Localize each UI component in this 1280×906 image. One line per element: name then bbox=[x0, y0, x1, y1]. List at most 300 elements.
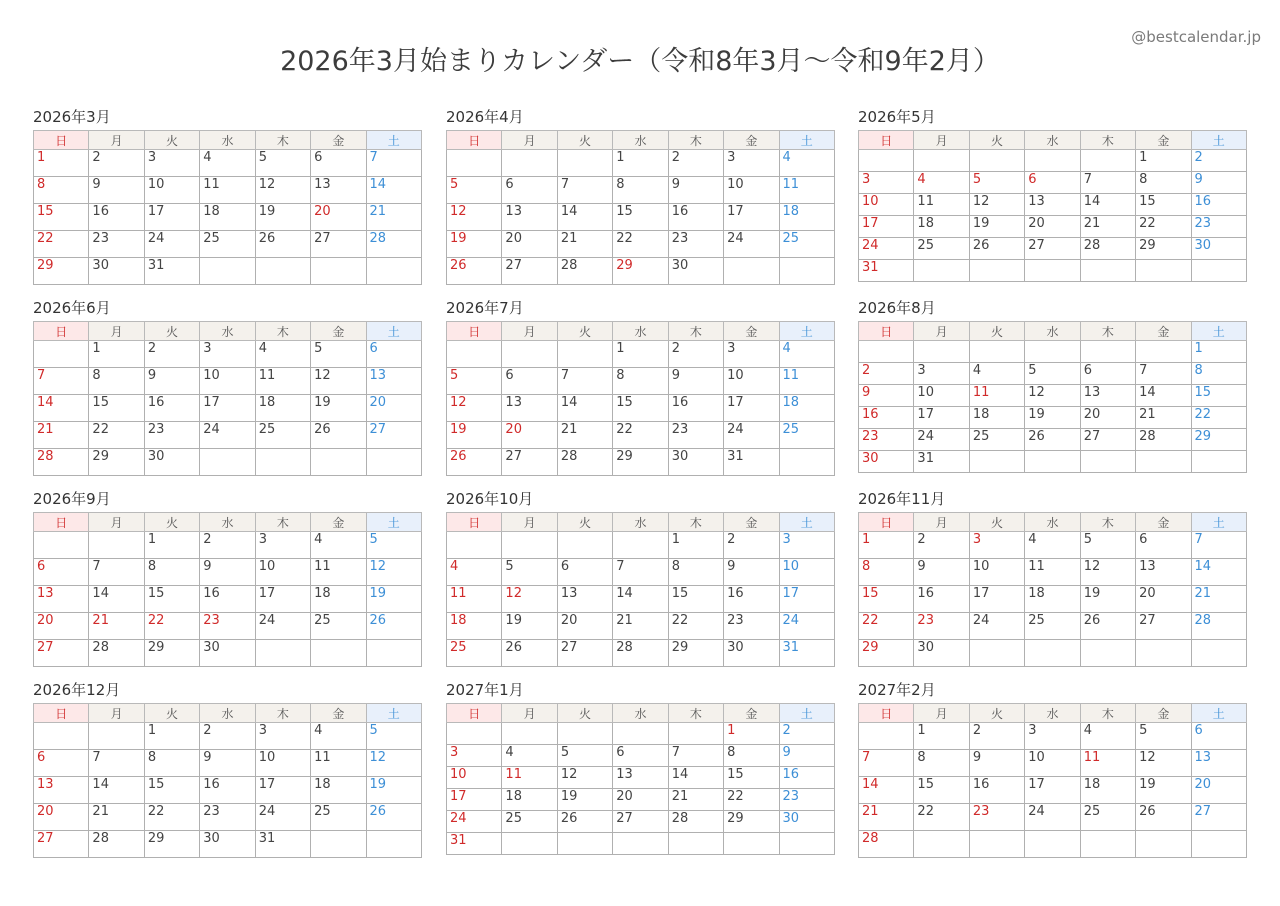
day-cell[interactable]: 30 bbox=[724, 640, 779, 667]
day-cell[interactable]: 23 bbox=[779, 789, 834, 811]
day-cell[interactable]: 5 bbox=[1025, 363, 1080, 385]
day-cell[interactable]: 10 bbox=[969, 559, 1024, 586]
day-cell[interactable]: 1 bbox=[613, 150, 668, 177]
day-cell[interactable]: 7 bbox=[668, 745, 723, 767]
day-cell[interactable]: 3 bbox=[1025, 723, 1080, 750]
day-cell[interactable]: 17 bbox=[779, 586, 834, 613]
day-cell[interactable]: 21 bbox=[1136, 407, 1191, 429]
day-cell[interactable]: 25 bbox=[200, 231, 255, 258]
day-cell[interactable]: 23 bbox=[668, 231, 723, 258]
day-cell[interactable]: 14 bbox=[1191, 559, 1246, 586]
day-cell[interactable]: 7 bbox=[557, 177, 612, 204]
day-cell[interactable]: 20 bbox=[1136, 586, 1191, 613]
day-cell[interactable]: 20 bbox=[366, 395, 421, 422]
day-cell[interactable]: 15 bbox=[89, 395, 144, 422]
day-cell[interactable]: 3 bbox=[969, 532, 1024, 559]
day-cell[interactable]: 20 bbox=[1191, 777, 1246, 804]
day-cell[interactable]: 5 bbox=[311, 341, 366, 368]
day-cell[interactable]: 8 bbox=[613, 177, 668, 204]
day-cell[interactable]: 6 bbox=[311, 150, 366, 177]
day-cell[interactable]: 14 bbox=[1080, 194, 1135, 216]
day-cell[interactable]: 3 bbox=[859, 172, 914, 194]
day-cell[interactable]: 21 bbox=[89, 613, 144, 640]
day-cell[interactable]: 16 bbox=[969, 777, 1024, 804]
day-cell[interactable]: 20 bbox=[502, 231, 557, 258]
day-cell[interactable]: 8 bbox=[859, 559, 914, 586]
day-cell[interactable]: 28 bbox=[668, 811, 723, 833]
day-cell[interactable]: 13 bbox=[34, 777, 89, 804]
day-cell[interactable]: 14 bbox=[557, 395, 612, 422]
day-cell[interactable]: 25 bbox=[502, 811, 557, 833]
day-cell[interactable]: 11 bbox=[779, 177, 834, 204]
day-cell[interactable]: 17 bbox=[200, 395, 255, 422]
day-cell[interactable]: 19 bbox=[1025, 407, 1080, 429]
day-cell[interactable]: 17 bbox=[255, 586, 310, 613]
day-cell[interactable]: 6 bbox=[502, 368, 557, 395]
day-cell[interactable]: 17 bbox=[144, 204, 199, 231]
day-cell[interactable]: 24 bbox=[969, 613, 1024, 640]
day-cell[interactable]: 16 bbox=[668, 395, 723, 422]
day-cell[interactable]: 18 bbox=[1025, 586, 1080, 613]
day-cell[interactable]: 9 bbox=[89, 177, 144, 204]
day-cell[interactable]: 29 bbox=[1191, 429, 1246, 451]
day-cell[interactable]: 13 bbox=[1080, 385, 1135, 407]
day-cell[interactable]: 14 bbox=[34, 395, 89, 422]
day-cell[interactable]: 23 bbox=[969, 804, 1024, 831]
day-cell[interactable]: 11 bbox=[1025, 559, 1080, 586]
day-cell[interactable]: 6 bbox=[1025, 172, 1080, 194]
day-cell[interactable]: 8 bbox=[613, 368, 668, 395]
day-cell[interactable]: 3 bbox=[200, 341, 255, 368]
day-cell[interactable]: 16 bbox=[89, 204, 144, 231]
day-cell[interactable]: 24 bbox=[779, 613, 834, 640]
day-cell[interactable]: 6 bbox=[1136, 532, 1191, 559]
day-cell[interactable]: 28 bbox=[89, 640, 144, 667]
day-cell[interactable]: 12 bbox=[447, 204, 502, 231]
day-cell[interactable]: 4 bbox=[1080, 723, 1135, 750]
day-cell[interactable]: 7 bbox=[1080, 172, 1135, 194]
day-cell[interactable]: 27 bbox=[613, 811, 668, 833]
day-cell[interactable]: 27 bbox=[34, 831, 89, 858]
day-cell[interactable]: 10 bbox=[724, 177, 779, 204]
day-cell[interactable]: 10 bbox=[200, 368, 255, 395]
day-cell[interactable]: 2 bbox=[200, 532, 255, 559]
day-cell[interactable]: 29 bbox=[144, 640, 199, 667]
day-cell[interactable]: 13 bbox=[502, 204, 557, 231]
day-cell[interactable]: 29 bbox=[34, 258, 89, 285]
day-cell[interactable]: 5 bbox=[557, 745, 612, 767]
day-cell[interactable]: 12 bbox=[557, 767, 612, 789]
day-cell[interactable]: 9 bbox=[779, 745, 834, 767]
day-cell[interactable]: 13 bbox=[1025, 194, 1080, 216]
day-cell[interactable]: 16 bbox=[724, 586, 779, 613]
day-cell[interactable]: 10 bbox=[447, 767, 502, 789]
day-cell[interactable]: 15 bbox=[144, 586, 199, 613]
day-cell[interactable]: 26 bbox=[366, 804, 421, 831]
day-cell[interactable]: 11 bbox=[914, 194, 969, 216]
day-cell[interactable]: 4 bbox=[447, 559, 502, 586]
day-cell[interactable]: 12 bbox=[366, 559, 421, 586]
day-cell[interactable]: 6 bbox=[1191, 723, 1246, 750]
day-cell[interactable]: 9 bbox=[144, 368, 199, 395]
day-cell[interactable]: 21 bbox=[366, 204, 421, 231]
day-cell[interactable]: 23 bbox=[200, 804, 255, 831]
day-cell[interactable]: 18 bbox=[779, 204, 834, 231]
day-cell[interactable]: 25 bbox=[1025, 613, 1080, 640]
day-cell[interactable]: 21 bbox=[557, 231, 612, 258]
day-cell[interactable]: 13 bbox=[557, 586, 612, 613]
day-cell[interactable]: 16 bbox=[200, 586, 255, 613]
day-cell[interactable]: 19 bbox=[557, 789, 612, 811]
day-cell[interactable]: 16 bbox=[779, 767, 834, 789]
day-cell[interactable]: 22 bbox=[724, 789, 779, 811]
day-cell[interactable]: 18 bbox=[914, 216, 969, 238]
day-cell[interactable]: 25 bbox=[1080, 804, 1135, 831]
day-cell[interactable]: 1 bbox=[613, 341, 668, 368]
day-cell[interactable]: 17 bbox=[724, 395, 779, 422]
day-cell[interactable]: 30 bbox=[144, 449, 199, 476]
day-cell[interactable]: 12 bbox=[1136, 750, 1191, 777]
day-cell[interactable]: 11 bbox=[255, 368, 310, 395]
day-cell[interactable]: 29 bbox=[724, 811, 779, 833]
day-cell[interactable]: 3 bbox=[779, 532, 834, 559]
day-cell[interactable]: 24 bbox=[447, 811, 502, 833]
day-cell[interactable]: 1 bbox=[144, 723, 199, 750]
day-cell[interactable]: 17 bbox=[914, 407, 969, 429]
day-cell[interactable]: 30 bbox=[200, 640, 255, 667]
day-cell[interactable]: 16 bbox=[1191, 194, 1246, 216]
day-cell[interactable]: 12 bbox=[366, 750, 421, 777]
day-cell[interactable]: 4 bbox=[200, 150, 255, 177]
day-cell[interactable]: 26 bbox=[1080, 613, 1135, 640]
day-cell[interactable]: 19 bbox=[311, 395, 366, 422]
day-cell[interactable]: 8 bbox=[89, 368, 144, 395]
day-cell[interactable]: 20 bbox=[502, 422, 557, 449]
day-cell[interactable]: 28 bbox=[1191, 613, 1246, 640]
day-cell[interactable]: 12 bbox=[502, 586, 557, 613]
day-cell[interactable]: 6 bbox=[1080, 363, 1135, 385]
day-cell[interactable]: 22 bbox=[668, 613, 723, 640]
day-cell[interactable]: 14 bbox=[668, 767, 723, 789]
day-cell[interactable]: 22 bbox=[144, 613, 199, 640]
day-cell[interactable]: 9 bbox=[859, 385, 914, 407]
day-cell[interactable]: 16 bbox=[668, 204, 723, 231]
day-cell[interactable]: 27 bbox=[1136, 613, 1191, 640]
day-cell[interactable]: 9 bbox=[1191, 172, 1246, 194]
day-cell[interactable]: 16 bbox=[914, 586, 969, 613]
day-cell[interactable]: 26 bbox=[447, 258, 502, 285]
day-cell[interactable]: 21 bbox=[1080, 216, 1135, 238]
day-cell[interactable]: 14 bbox=[366, 177, 421, 204]
day-cell[interactable]: 24 bbox=[724, 422, 779, 449]
day-cell[interactable]: 24 bbox=[200, 422, 255, 449]
day-cell[interactable]: 25 bbox=[311, 804, 366, 831]
day-cell[interactable]: 28 bbox=[1136, 429, 1191, 451]
day-cell[interactable]: 15 bbox=[859, 586, 914, 613]
day-cell[interactable]: 24 bbox=[144, 231, 199, 258]
day-cell[interactable]: 10 bbox=[255, 559, 310, 586]
day-cell[interactable]: 12 bbox=[447, 395, 502, 422]
day-cell[interactable]: 19 bbox=[255, 204, 310, 231]
day-cell[interactable]: 23 bbox=[914, 613, 969, 640]
day-cell[interactable]: 20 bbox=[613, 789, 668, 811]
day-cell[interactable]: 12 bbox=[969, 194, 1024, 216]
day-cell[interactable]: 27 bbox=[366, 422, 421, 449]
day-cell[interactable]: 12 bbox=[255, 177, 310, 204]
day-cell[interactable]: 8 bbox=[914, 750, 969, 777]
day-cell[interactable]: 14 bbox=[89, 586, 144, 613]
day-cell[interactable]: 15 bbox=[613, 204, 668, 231]
day-cell[interactable]: 15 bbox=[34, 204, 89, 231]
day-cell[interactable]: 2 bbox=[779, 723, 834, 745]
day-cell[interactable]: 19 bbox=[447, 422, 502, 449]
day-cell[interactable]: 9 bbox=[969, 750, 1024, 777]
day-cell[interactable]: 9 bbox=[668, 368, 723, 395]
day-cell[interactable]: 18 bbox=[311, 586, 366, 613]
day-cell[interactable]: 7 bbox=[89, 559, 144, 586]
day-cell[interactable]: 2 bbox=[89, 150, 144, 177]
day-cell[interactable]: 20 bbox=[557, 613, 612, 640]
day-cell[interactable]: 26 bbox=[969, 238, 1024, 260]
day-cell[interactable]: 23 bbox=[200, 613, 255, 640]
day-cell[interactable]: 20 bbox=[1080, 407, 1135, 429]
day-cell[interactable]: 20 bbox=[34, 804, 89, 831]
day-cell[interactable]: 24 bbox=[255, 804, 310, 831]
day-cell[interactable]: 2 bbox=[969, 723, 1024, 750]
day-cell[interactable]: 10 bbox=[144, 177, 199, 204]
day-cell[interactable]: 22 bbox=[859, 613, 914, 640]
day-cell[interactable]: 5 bbox=[447, 177, 502, 204]
day-cell[interactable]: 1 bbox=[89, 341, 144, 368]
day-cell[interactable]: 26 bbox=[255, 231, 310, 258]
day-cell[interactable]: 4 bbox=[255, 341, 310, 368]
day-cell[interactable]: 13 bbox=[613, 767, 668, 789]
day-cell[interactable]: 23 bbox=[859, 429, 914, 451]
day-cell[interactable]: 31 bbox=[779, 640, 834, 667]
day-cell[interactable]: 28 bbox=[1080, 238, 1135, 260]
day-cell[interactable]: 31 bbox=[859, 260, 914, 282]
day-cell[interactable]: 11 bbox=[969, 385, 1024, 407]
day-cell[interactable]: 11 bbox=[200, 177, 255, 204]
day-cell[interactable]: 12 bbox=[311, 368, 366, 395]
day-cell[interactable]: 24 bbox=[255, 613, 310, 640]
day-cell[interactable]: 30 bbox=[914, 640, 969, 667]
day-cell[interactable]: 3 bbox=[144, 150, 199, 177]
day-cell[interactable]: 7 bbox=[613, 559, 668, 586]
day-cell[interactable]: 22 bbox=[613, 231, 668, 258]
day-cell[interactable]: 30 bbox=[200, 831, 255, 858]
day-cell[interactable]: 28 bbox=[613, 640, 668, 667]
day-cell[interactable]: 21 bbox=[1191, 586, 1246, 613]
day-cell[interactable]: 9 bbox=[668, 177, 723, 204]
day-cell[interactable]: 11 bbox=[1080, 750, 1135, 777]
day-cell[interactable]: 16 bbox=[859, 407, 914, 429]
day-cell[interactable]: 8 bbox=[1191, 363, 1246, 385]
day-cell[interactable]: 29 bbox=[1136, 238, 1191, 260]
day-cell[interactable]: 6 bbox=[366, 341, 421, 368]
day-cell[interactable]: 15 bbox=[1136, 194, 1191, 216]
day-cell[interactable]: 10 bbox=[255, 750, 310, 777]
day-cell[interactable]: 27 bbox=[502, 258, 557, 285]
day-cell[interactable]: 1 bbox=[914, 723, 969, 750]
day-cell[interactable]: 5 bbox=[502, 559, 557, 586]
day-cell[interactable]: 26 bbox=[1136, 804, 1191, 831]
day-cell[interactable]: 23 bbox=[1191, 216, 1246, 238]
day-cell[interactable]: 16 bbox=[144, 395, 199, 422]
day-cell[interactable]: 2 bbox=[200, 723, 255, 750]
day-cell[interactable]: 18 bbox=[447, 613, 502, 640]
day-cell[interactable]: 3 bbox=[724, 150, 779, 177]
day-cell[interactable]: 8 bbox=[144, 559, 199, 586]
day-cell[interactable]: 23 bbox=[144, 422, 199, 449]
day-cell[interactable]: 2 bbox=[859, 363, 914, 385]
day-cell[interactable]: 11 bbox=[502, 767, 557, 789]
day-cell[interactable]: 23 bbox=[724, 613, 779, 640]
day-cell[interactable]: 5 bbox=[1136, 723, 1191, 750]
day-cell[interactable]: 22 bbox=[34, 231, 89, 258]
day-cell[interactable]: 31 bbox=[447, 833, 502, 855]
day-cell[interactable]: 11 bbox=[447, 586, 502, 613]
day-cell[interactable]: 29 bbox=[613, 258, 668, 285]
day-cell[interactable]: 15 bbox=[613, 395, 668, 422]
day-cell[interactable]: 21 bbox=[34, 422, 89, 449]
day-cell[interactable]: 21 bbox=[89, 804, 144, 831]
day-cell[interactable]: 26 bbox=[502, 640, 557, 667]
day-cell[interactable]: 14 bbox=[557, 204, 612, 231]
day-cell[interactable]: 6 bbox=[34, 750, 89, 777]
day-cell[interactable]: 8 bbox=[34, 177, 89, 204]
day-cell[interactable]: 28 bbox=[557, 449, 612, 476]
day-cell[interactable]: 2 bbox=[914, 532, 969, 559]
day-cell[interactable]: 8 bbox=[724, 745, 779, 767]
day-cell[interactable]: 4 bbox=[1025, 532, 1080, 559]
day-cell[interactable]: 4 bbox=[779, 341, 834, 368]
day-cell[interactable]: 11 bbox=[311, 559, 366, 586]
day-cell[interactable]: 1 bbox=[34, 150, 89, 177]
day-cell[interactable]: 7 bbox=[366, 150, 421, 177]
day-cell[interactable]: 7 bbox=[89, 750, 144, 777]
day-cell[interactable]: 29 bbox=[613, 449, 668, 476]
day-cell[interactable]: 25 bbox=[914, 238, 969, 260]
day-cell[interactable]: 8 bbox=[144, 750, 199, 777]
day-cell[interactable]: 17 bbox=[969, 586, 1024, 613]
day-cell[interactable]: 28 bbox=[859, 831, 914, 858]
day-cell[interactable]: 27 bbox=[1025, 238, 1080, 260]
day-cell[interactable]: 22 bbox=[89, 422, 144, 449]
day-cell[interactable]: 26 bbox=[1025, 429, 1080, 451]
day-cell[interactable]: 27 bbox=[1191, 804, 1246, 831]
day-cell[interactable]: 19 bbox=[969, 216, 1024, 238]
day-cell[interactable]: 19 bbox=[502, 613, 557, 640]
day-cell[interactable]: 21 bbox=[668, 789, 723, 811]
day-cell[interactable]: 26 bbox=[557, 811, 612, 833]
day-cell[interactable]: 31 bbox=[914, 451, 969, 473]
day-cell[interactable]: 20 bbox=[1025, 216, 1080, 238]
day-cell[interactable]: 6 bbox=[502, 177, 557, 204]
day-cell[interactable]: 3 bbox=[255, 723, 310, 750]
day-cell[interactable]: 27 bbox=[311, 231, 366, 258]
day-cell[interactable]: 2 bbox=[144, 341, 199, 368]
day-cell[interactable]: 18 bbox=[779, 395, 834, 422]
day-cell[interactable]: 28 bbox=[366, 231, 421, 258]
day-cell[interactable]: 6 bbox=[34, 559, 89, 586]
day-cell[interactable]: 10 bbox=[779, 559, 834, 586]
day-cell[interactable]: 28 bbox=[34, 449, 89, 476]
day-cell[interactable]: 7 bbox=[1136, 363, 1191, 385]
day-cell[interactable]: 21 bbox=[859, 804, 914, 831]
day-cell[interactable]: 5 bbox=[366, 723, 421, 750]
day-cell[interactable]: 25 bbox=[779, 231, 834, 258]
day-cell[interactable]: 22 bbox=[1191, 407, 1246, 429]
day-cell[interactable]: 29 bbox=[668, 640, 723, 667]
day-cell[interactable]: 4 bbox=[311, 532, 366, 559]
day-cell[interactable]: 11 bbox=[311, 750, 366, 777]
day-cell[interactable]: 18 bbox=[1080, 777, 1135, 804]
day-cell[interactable]: 19 bbox=[1136, 777, 1191, 804]
day-cell[interactable]: 5 bbox=[969, 172, 1024, 194]
day-cell[interactable]: 3 bbox=[914, 363, 969, 385]
day-cell[interactable]: 28 bbox=[89, 831, 144, 858]
day-cell[interactable]: 9 bbox=[724, 559, 779, 586]
day-cell[interactable]: 25 bbox=[311, 613, 366, 640]
day-cell[interactable]: 25 bbox=[969, 429, 1024, 451]
day-cell[interactable]: 5 bbox=[255, 150, 310, 177]
day-cell[interactable]: 24 bbox=[724, 231, 779, 258]
day-cell[interactable]: 30 bbox=[779, 811, 834, 833]
day-cell[interactable]: 8 bbox=[668, 559, 723, 586]
day-cell[interactable]: 19 bbox=[366, 777, 421, 804]
day-cell[interactable]: 27 bbox=[502, 449, 557, 476]
day-cell[interactable]: 17 bbox=[724, 204, 779, 231]
day-cell[interactable]: 9 bbox=[914, 559, 969, 586]
day-cell[interactable]: 13 bbox=[1191, 750, 1246, 777]
day-cell[interactable]: 30 bbox=[1191, 238, 1246, 260]
day-cell[interactable]: 3 bbox=[724, 341, 779, 368]
day-cell[interactable]: 17 bbox=[1025, 777, 1080, 804]
day-cell[interactable]: 3 bbox=[447, 745, 502, 767]
day-cell[interactable]: 13 bbox=[502, 395, 557, 422]
day-cell[interactable]: 5 bbox=[447, 368, 502, 395]
day-cell[interactable]: 1 bbox=[1136, 150, 1191, 172]
day-cell[interactable]: 4 bbox=[969, 363, 1024, 385]
day-cell[interactable]: 2 bbox=[668, 150, 723, 177]
day-cell[interactable]: 1 bbox=[1191, 341, 1246, 363]
day-cell[interactable]: 10 bbox=[724, 368, 779, 395]
day-cell[interactable]: 25 bbox=[447, 640, 502, 667]
day-cell[interactable]: 29 bbox=[89, 449, 144, 476]
day-cell[interactable]: 5 bbox=[366, 532, 421, 559]
day-cell[interactable]: 18 bbox=[502, 789, 557, 811]
day-cell[interactable]: 19 bbox=[447, 231, 502, 258]
day-cell[interactable]: 17 bbox=[255, 777, 310, 804]
day-cell[interactable]: 15 bbox=[1191, 385, 1246, 407]
day-cell[interactable]: 10 bbox=[914, 385, 969, 407]
day-cell[interactable]: 18 bbox=[969, 407, 1024, 429]
day-cell[interactable]: 26 bbox=[366, 613, 421, 640]
day-cell[interactable]: 20 bbox=[34, 613, 89, 640]
day-cell[interactable]: 6 bbox=[557, 559, 612, 586]
day-cell[interactable]: 7 bbox=[557, 368, 612, 395]
day-cell[interactable]: 4 bbox=[502, 745, 557, 767]
day-cell[interactable]: 29 bbox=[859, 640, 914, 667]
day-cell[interactable]: 15 bbox=[914, 777, 969, 804]
day-cell[interactable]: 30 bbox=[668, 258, 723, 285]
day-cell[interactable]: 13 bbox=[1136, 559, 1191, 586]
day-cell[interactable]: 30 bbox=[859, 451, 914, 473]
day-cell[interactable]: 23 bbox=[89, 231, 144, 258]
day-cell[interactable]: 30 bbox=[668, 449, 723, 476]
day-cell[interactable]: 28 bbox=[557, 258, 612, 285]
